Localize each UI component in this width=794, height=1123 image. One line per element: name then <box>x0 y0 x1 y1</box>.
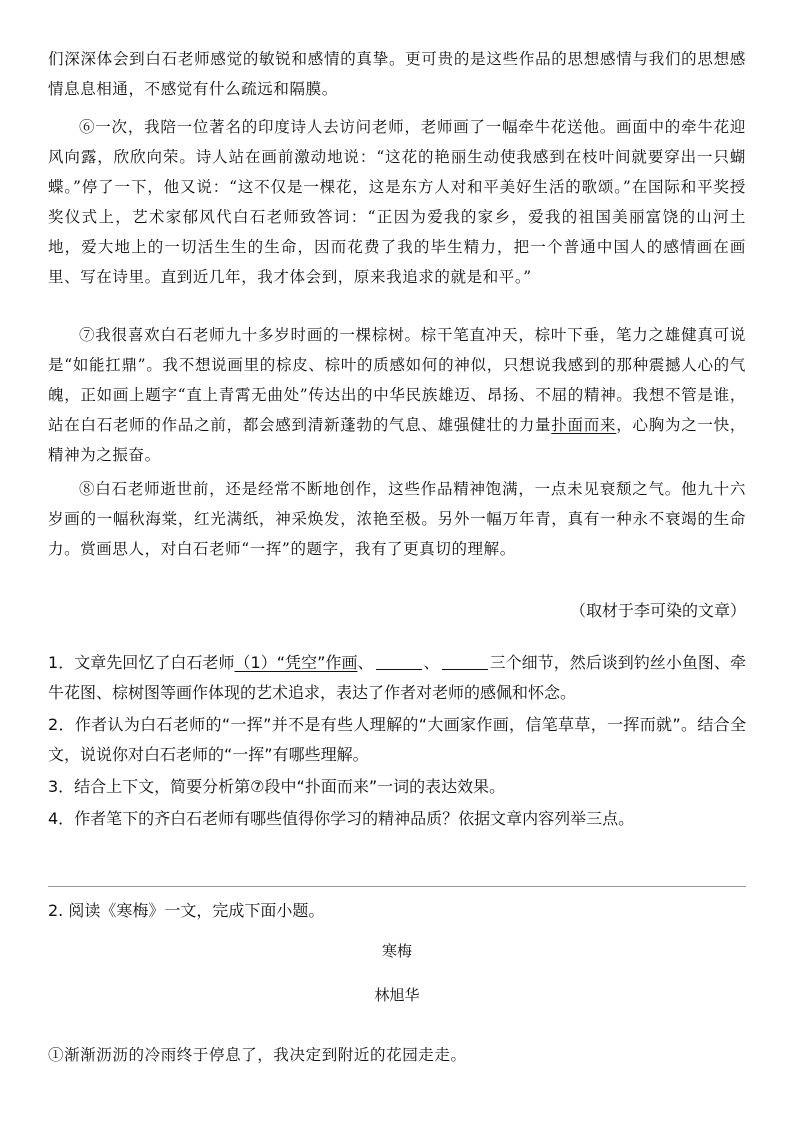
paragraph-7-text: ⑦我很喜欢白石老师九十多岁时画的一棵棕树。棕干笔直冲天，棕叶下垂，笔力之雄健真可说是“如能扛鼎”。我不想说画里的棕皮、棕叶的质感如何的神似，只想说我感到的那种震撼人心的气魄，正如画上题字“直上青霄无曲处”传达出的中华民族雄迈、昂扬、不屈的精神。我想不管是谁，站在白石老师的作品之前，都会感到清新蓬勃的气息、雄强健壮的力量 <box>48 326 746 434</box>
paragraph-continued: 们深深体会到白石老师感觉的敏锐和感情的真挚。更可贵的是这些作品的思想感情与我们的思想感情息息相通，不感觉有什么疏远和隔膜。 <box>48 50 746 98</box>
source-attribution: （取材于李可染的文章） <box>569 601 746 620</box>
paragraph-8: ⑧白石老师逝世前，还是经常不断地创作，这些作品精神饱满，一点未见衰颓之气。他九十六岁画的一幅秋海棠，红光满纸，神采焕发，浓艳至极。另外一幅万年青，真有一种永不衰竭的生命力。赏画思人，对白石老师“一挥”的题字，我有了更真切的理解。 <box>48 480 746 558</box>
question-1-suffix: 三个细节，然后谈到钓丝小鱼图、牵牛花图、棕树图等画作体现的艺术追求，表达了作者对老师的感佩和怀念。 <box>48 653 746 702</box>
question-1-separator: 、 <box>357 653 374 672</box>
section-divider <box>48 886 746 887</box>
question-1-prefix: 1．文章先回忆了白石老师 <box>48 653 235 672</box>
paragraph-6: ⑥一次，我陪一位著名的印度诗人去访问老师，老师画了一幅牵牛花送他。画面中的牵牛花迎风向露，欣欣向荣。诗人站在画前激动地说：“这花的艳丽生动使我感到在枝叶间就要穿出一只蝴蝶。”停了一下，他又说：“这不仅是一棵花，这是东方人对和平美好生活的歌颂。”在国际和平奖授奖仪式上，艺术家郁风代白石老师致答词：“正因为爱我的家乡，爱我的祖国美丽富饶的山河土地，爱大地上的一切活生生的生命，因而花费了我的毕生精力，把一个普通中国人的感情画在画里、写在诗里。直到近几年，我才体会到，原来我追求的就是和平。” <box>48 118 746 286</box>
question-2: 2．作者认为白石老师的“一挥”并不是有些人理解的“大画家作画，信笔草草，一挥而就”。结合全文，说说你对白石老师的“一挥”有哪些理解。 <box>48 715 746 764</box>
answer-blank-3[interactable] <box>442 653 488 670</box>
paragraph-7-end: ，心胸为之一快，精神为之振奋。 <box>48 416 746 464</box>
paragraph-7 <box>48 320 746 470</box>
question-1 <box>48 648 746 708</box>
article-title: 寒梅 <box>381 942 412 960</box>
article-author: 林旭华 <box>374 986 420 1004</box>
section-2-instruction: 2. 阅读《寒梅》一文，完成下面小题。 <box>48 901 325 920</box>
question-4: 4．作者笔下的齐白石老师有哪些值得你学习的精神品质？依据文章内容列举三点。 <box>48 809 635 828</box>
question-1-separator: 、 <box>423 653 440 672</box>
question-3: 3．结合上下文，简要分析第⑦段中“扑面而来”一词的表达效果。 <box>48 777 506 796</box>
article-paragraph-1: ①渐渐沥沥的冷雨终于停息了，我决定到附近的花园走走。 <box>48 1045 467 1064</box>
question-1-answer: （1）“凭空”作画 <box>234 653 358 672</box>
answer-blank-2[interactable] <box>376 653 422 670</box>
underlined-phrase: 扑面而来 <box>551 416 617 434</box>
question-list <box>48 648 746 836</box>
